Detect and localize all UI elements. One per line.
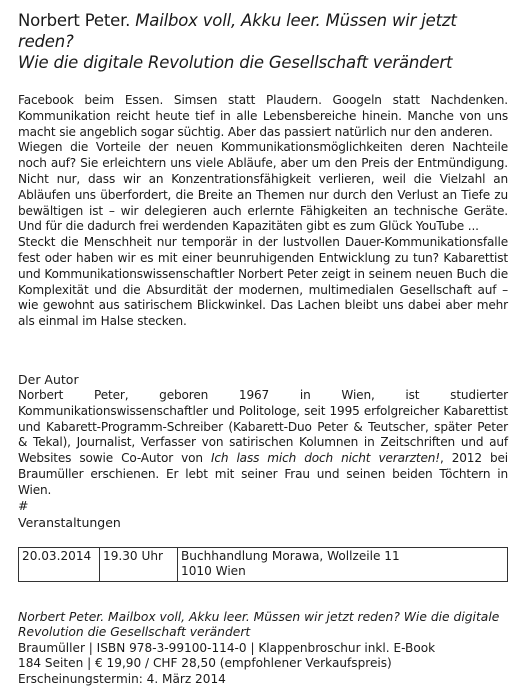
author-heading: Der Autor [18, 371, 79, 387]
document-page [18, 10, 508, 687]
hash-mark: # [18, 497, 29, 513]
footer-publisher-line: Braumüller | ISBN 978-3-99100-114-0 | Klappenbroschur inkl. E-Book [18, 640, 436, 655]
events-heading: Veranstaltungen [18, 514, 121, 530]
author-bio-text-1: Norbert Peter, geboren 1967 in Wien, ist studierter Kommunikationswissenschaftler und Politologe, seit 1995 erfolgreicher Kabarettist und Kabarett-Programm-Schreiber (Kabarett-Duo Peter & Teutscher, später Peter & Tekal), Journalist, Verfasser von satirischen Kolumnen in Zeitschriften und auf Websites sowie Co-Autor von [18, 387, 508, 466]
footer-book-title: Norbert Peter. Mailbox voll, Akku leer. Müssen wir jetzt reden? Wie die digitale Revolution die Gesellschaft verändert [18, 609, 500, 640]
event-venue-line2: 1010 Wien [181, 564, 246, 579]
title-author: Norbert Peter. [18, 11, 131, 30]
title-book-line1: Mailbox voll, Akku leer. Müssen wir jetzt reden? [18, 11, 457, 51]
event-venue [178, 547, 508, 581]
author-bio [18, 388, 508, 499]
event-date: 20.03.2014 [19, 547, 100, 581]
footer-release-line: Erscheinungstermin: 4. März 2014 [18, 671, 226, 686]
event-venue-line1: Buchhandlung Morawa, Wollzeile 11 [181, 548, 400, 563]
page-title [18, 10, 508, 73]
footer-price-line: 184 Seiten | € 19,90 / CHF 28,50 (empfohlener Verkaufspreis) [18, 656, 392, 671]
title-book-line2: Wie die digitale Revolution die Gesellschaft verändert [18, 53, 453, 72]
description-paragraph-3: Steckt die Menschheit nur temporär in der lustvollen Dauer-Kommunikationsfalle fest oder haben wir es mit einer beunruhigenden Entwicklung zu tun? Kabarettist und Kommunikationswissenschaftler Norbert Peter zeigt in seinem neuen Buch die Komplexität und die Absurdität der modernen, multimedialen Gesellschaft auf – wie gewohnt aus satirischem Blickwinkel. Das Lachen bleibt uns dabei aber mehr als einmal im Halse stecken. [18, 235, 508, 329]
events-table [18, 547, 508, 582]
author-bio-text-2: , 2012 bei Braumüller erschienen. Er lebt mit seiner Frau und seinen beiden Töchtern in Wien. [18, 451, 508, 497]
event-time: 19.30 Uhr [100, 547, 178, 581]
description-paragraph-1: Facebook beim Essen. Simsen statt Plaudern. Googeln statt Nachdenken. Kommunikation reicht heute tief in alle Lebensbereiche hinein. Manche von uns macht sie angeblich sogar süchtig. Aber das passiert natürlich nur den anderen. [18, 93, 508, 139]
table-row [19, 547, 508, 581]
author-bio-book-title: Ich lass mich doch nicht verarzten! [210, 451, 440, 466]
description-paragraph-2: Wiegen die Vorteile der neuen Kommunikationsmöglichkeiten deren Nachteile noch auf? Sie erleichtern uns viele Abläufe, aber um den Preis der Entmündigung. Nicht nur, dass wir an Konzentrationsfähigkeit verlieren, weil die Vielzahl an Abläufen uns überfordert, die Breite an Themen nur durch den Verlust an Tiefe zu bewältigen ist – wir delegieren auch erlernte Fähigkeiten an technische Geräte. Und für die dadurch frei werdenden Kapazitäten gibt es zum Glück YouTube ... [18, 140, 508, 234]
